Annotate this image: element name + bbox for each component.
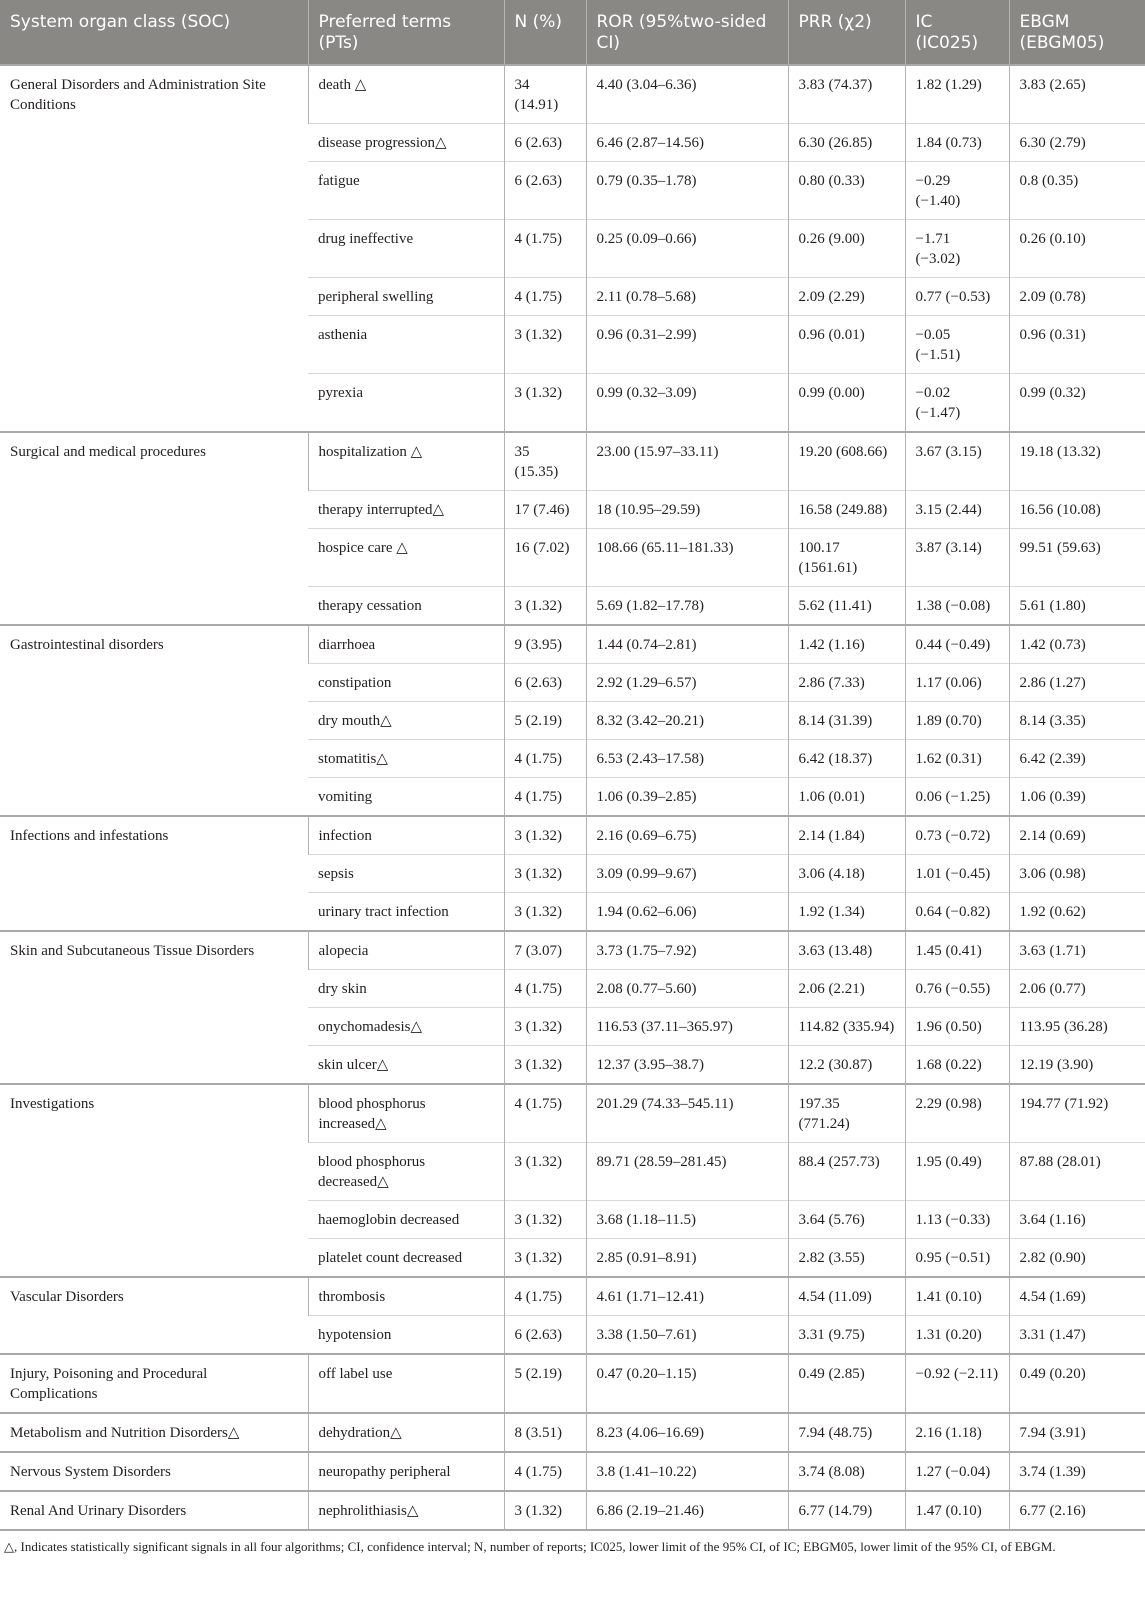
ebgm-cell: 6.77 (2.16)	[1009, 1491, 1145, 1530]
ror-cell: 4.40 (3.04–6.36)	[586, 65, 788, 124]
ror-cell: 1.44 (0.74–2.81)	[586, 625, 788, 664]
prr-cell: 0.49 (2.85)	[788, 1354, 905, 1413]
preferred-term-cell: dry skin	[308, 970, 504, 1008]
ebgm-cell: 2.86 (1.27)	[1009, 664, 1145, 702]
prr-cell: 1.06 (0.01)	[788, 778, 905, 817]
prr-cell: 0.26 (9.00)	[788, 220, 905, 278]
soc-cell: Renal And Urinary Disorders	[0, 1491, 308, 1530]
ebgm-cell: 1.42 (0.73)	[1009, 625, 1145, 664]
prr-cell: 2.09 (2.29)	[788, 278, 905, 316]
ic-cell: 1.13 (−0.33)	[905, 1201, 1009, 1239]
n-percent-cell: 6 (2.63)	[504, 1316, 586, 1355]
preferred-term-cell: fatigue	[308, 162, 504, 220]
ebgm-cell: 0.96 (0.31)	[1009, 316, 1145, 374]
preferred-term-cell: nephrolithiasis△	[308, 1491, 504, 1530]
header-ror: ROR (95%two-sided CI)	[586, 0, 788, 65]
preferred-term-cell: infection	[308, 816, 504, 855]
ror-cell: 2.92 (1.29–6.57)	[586, 664, 788, 702]
prr-cell: 6.30 (26.85)	[788, 124, 905, 162]
prr-cell: 3.63 (13.48)	[788, 931, 905, 970]
n-percent-cell: 4 (1.75)	[504, 970, 586, 1008]
preferred-term-cell: thrombosis	[308, 1277, 504, 1316]
preferred-term-cell: sepsis	[308, 855, 504, 893]
ic-cell: 2.29 (0.98)	[905, 1084, 1009, 1143]
ebgm-cell: 2.14 (0.69)	[1009, 816, 1145, 855]
prr-cell: 0.80 (0.33)	[788, 162, 905, 220]
n-percent-cell: 4 (1.75)	[504, 1452, 586, 1491]
n-percent-cell: 5 (2.19)	[504, 702, 586, 740]
preferred-term-cell: blood phosphorus decreased△	[308, 1143, 504, 1201]
prr-cell: 114.82 (335.94)	[788, 1008, 905, 1046]
ic-cell: 0.95 (−0.51)	[905, 1239, 1009, 1278]
ror-cell: 18 (10.95–29.59)	[586, 491, 788, 529]
preferred-term-cell: skin ulcer△	[308, 1046, 504, 1085]
preferred-term-cell: off label use	[308, 1354, 504, 1413]
ror-cell: 2.08 (0.77–5.60)	[586, 970, 788, 1008]
preferred-term-cell: therapy cessation	[308, 587, 504, 626]
prr-cell: 12.2 (30.87)	[788, 1046, 905, 1085]
soc-cell: Vascular Disorders	[0, 1277, 308, 1354]
ror-cell: 89.71 (28.59–281.45)	[586, 1143, 788, 1201]
ebgm-cell: 3.83 (2.65)	[1009, 65, 1145, 124]
ror-cell: 2.11 (0.78–5.68)	[586, 278, 788, 316]
ic-cell: −0.02 (−1.47)	[905, 374, 1009, 433]
prr-cell: 0.99 (0.00)	[788, 374, 905, 433]
ror-cell: 3.73 (1.75–7.92)	[586, 931, 788, 970]
soc-cell: Nervous System Disorders	[0, 1452, 308, 1491]
n-percent-cell: 6 (2.63)	[504, 664, 586, 702]
ror-cell: 3.38 (1.50–7.61)	[586, 1316, 788, 1355]
header-soc: System organ class (SOC)	[0, 0, 308, 65]
n-percent-cell: 4 (1.75)	[504, 1277, 586, 1316]
n-percent-cell: 4 (1.75)	[504, 220, 586, 278]
ror-cell: 8.23 (4.06–16.69)	[586, 1413, 788, 1452]
ror-cell: 0.47 (0.20–1.15)	[586, 1354, 788, 1413]
table-row	[0, 625, 1145, 664]
prr-cell: 19.20 (608.66)	[788, 432, 905, 491]
prr-cell: 4.54 (11.09)	[788, 1277, 905, 1316]
preferred-term-cell: diarrhoea	[308, 625, 504, 664]
ebgm-cell: 2.09 (0.78)	[1009, 278, 1145, 316]
n-percent-cell: 3 (1.32)	[504, 1008, 586, 1046]
ic-cell: −0.05 (−1.51)	[905, 316, 1009, 374]
ebgm-cell: 3.31 (1.47)	[1009, 1316, 1145, 1355]
ror-cell: 8.32 (3.42–20.21)	[586, 702, 788, 740]
ic-cell: 1.41 (0.10)	[905, 1277, 1009, 1316]
prr-cell: 0.96 (0.01)	[788, 316, 905, 374]
n-percent-cell: 8 (3.51)	[504, 1413, 586, 1452]
prr-cell: 2.06 (2.21)	[788, 970, 905, 1008]
ebgm-cell: 6.42 (2.39)	[1009, 740, 1145, 778]
prr-cell: 3.64 (5.76)	[788, 1201, 905, 1239]
ebgm-cell: 3.63 (1.71)	[1009, 931, 1145, 970]
ic-cell: 2.16 (1.18)	[905, 1413, 1009, 1452]
soc-cell: Gastrointestinal disorders	[0, 625, 308, 816]
ic-cell: 1.89 (0.70)	[905, 702, 1009, 740]
ror-cell: 2.85 (0.91–8.91)	[586, 1239, 788, 1278]
ic-cell: 0.64 (−0.82)	[905, 893, 1009, 932]
n-percent-cell: 34 (14.91)	[504, 65, 586, 124]
ebgm-cell: 113.95 (36.28)	[1009, 1008, 1145, 1046]
preferred-term-cell: onychomadesis△	[308, 1008, 504, 1046]
preferred-term-cell: stomatitis△	[308, 740, 504, 778]
preferred-term-cell: hypotension	[308, 1316, 504, 1355]
ror-cell: 5.69 (1.82–17.78)	[586, 587, 788, 626]
prr-cell: 197.35 (771.24)	[788, 1084, 905, 1143]
prr-cell: 100.17 (1561.61)	[788, 529, 905, 587]
ror-cell: 3.68 (1.18–11.5)	[586, 1201, 788, 1239]
ic-cell: 1.95 (0.49)	[905, 1143, 1009, 1201]
soc-cell: Investigations	[0, 1084, 308, 1277]
ror-cell: 0.25 (0.09–0.66)	[586, 220, 788, 278]
n-percent-cell: 3 (1.32)	[504, 1491, 586, 1530]
prr-cell: 3.31 (9.75)	[788, 1316, 905, 1355]
ic-cell: 0.76 (−0.55)	[905, 970, 1009, 1008]
ic-cell: 1.27 (−0.04)	[905, 1452, 1009, 1491]
ic-cell: 1.47 (0.10)	[905, 1491, 1009, 1530]
prr-cell: 1.92 (1.34)	[788, 893, 905, 932]
ic-cell: 3.87 (3.14)	[905, 529, 1009, 587]
table-row	[0, 1354, 1145, 1413]
ebgm-cell: 2.82 (0.90)	[1009, 1239, 1145, 1278]
header-n-percent: N (%)	[504, 0, 586, 65]
ic-cell: −1.71 (−3.02)	[905, 220, 1009, 278]
prr-cell: 88.4 (257.73)	[788, 1143, 905, 1201]
ror-cell: 6.46 (2.87–14.56)	[586, 124, 788, 162]
ebgm-cell: 3.64 (1.16)	[1009, 1201, 1145, 1239]
preferred-term-cell: alopecia	[308, 931, 504, 970]
ebgm-cell: 1.92 (0.62)	[1009, 893, 1145, 932]
preferred-term-cell: pyrexia	[308, 374, 504, 433]
table-body	[0, 65, 1145, 1530]
prr-cell: 5.62 (11.41)	[788, 587, 905, 626]
ror-cell: 23.00 (15.97–33.11)	[586, 432, 788, 491]
prr-cell: 3.74 (8.08)	[788, 1452, 905, 1491]
ic-cell: 0.73 (−0.72)	[905, 816, 1009, 855]
soc-cell: Infections and infestations	[0, 816, 308, 931]
preferred-term-cell: peripheral swelling	[308, 278, 504, 316]
ebgm-cell: 194.77 (71.92)	[1009, 1084, 1145, 1143]
ror-cell: 4.61 (1.71–12.41)	[586, 1277, 788, 1316]
ror-cell: 0.79 (0.35–1.78)	[586, 162, 788, 220]
prr-cell: 3.83 (74.37)	[788, 65, 905, 124]
n-percent-cell: 3 (1.32)	[504, 1201, 586, 1239]
n-percent-cell: 16 (7.02)	[504, 529, 586, 587]
ror-cell: 1.94 (0.62–6.06)	[586, 893, 788, 932]
table-header	[0, 0, 1145, 65]
ic-cell: 1.45 (0.41)	[905, 931, 1009, 970]
table-row	[0, 1277, 1145, 1316]
ic-cell: 1.38 (−0.08)	[905, 587, 1009, 626]
ic-cell: 0.06 (−1.25)	[905, 778, 1009, 817]
prr-cell: 7.94 (48.75)	[788, 1413, 905, 1452]
table-footnote: △, Indicates statistically significant signals in all four algorithms; CI, confidence interval; N, number of reports; IC025, lower limit of the 95% CI, of IC; EBGM05, lower limit of the 95% CI, of EBGM.	[4, 1539, 1056, 1554]
prr-cell: 3.06 (4.18)	[788, 855, 905, 893]
n-percent-cell: 17 (7.46)	[504, 491, 586, 529]
ror-cell: 2.16 (0.69–6.75)	[586, 816, 788, 855]
ebgm-cell: 3.74 (1.39)	[1009, 1452, 1145, 1491]
preferred-term-cell: drug ineffective	[308, 220, 504, 278]
preferred-term-cell: therapy interrupted△	[308, 491, 504, 529]
preferred-term-cell: hospitalization △	[308, 432, 504, 491]
header-ic: IC (IC025)	[905, 0, 1009, 65]
header-ebgm: EBGM (EBGM05)	[1009, 0, 1145, 65]
preferred-term-cell: dry mouth△	[308, 702, 504, 740]
prr-cell: 8.14 (31.39)	[788, 702, 905, 740]
ebgm-cell: 6.30 (2.79)	[1009, 124, 1145, 162]
table-row	[0, 65, 1145, 124]
ic-cell: 1.01 (−0.45)	[905, 855, 1009, 893]
table-row	[0, 1084, 1145, 1143]
preferred-term-cell: platelet count decreased	[308, 1239, 504, 1278]
ebgm-cell: 5.61 (1.80)	[1009, 587, 1145, 626]
n-percent-cell: 4 (1.75)	[504, 740, 586, 778]
ebgm-cell: 0.49 (0.20)	[1009, 1354, 1145, 1413]
ebgm-cell: 0.8 (0.35)	[1009, 162, 1145, 220]
preferred-term-cell: dehydration△	[308, 1413, 504, 1452]
n-percent-cell: 3 (1.32)	[504, 893, 586, 932]
n-percent-cell: 4 (1.75)	[504, 778, 586, 817]
preferred-term-cell: neuropathy peripheral	[308, 1452, 504, 1491]
ic-cell: 1.84 (0.73)	[905, 124, 1009, 162]
preferred-term-cell: blood phosphorus increased△	[308, 1084, 504, 1143]
n-percent-cell: 3 (1.32)	[504, 1239, 586, 1278]
soc-cell: Injury, Poisoning and Procedural Complications	[0, 1354, 308, 1413]
soc-cell: Metabolism and Nutrition Disorders△	[0, 1413, 308, 1452]
ebgm-cell: 2.06 (0.77)	[1009, 970, 1145, 1008]
prr-cell: 2.82 (3.55)	[788, 1239, 905, 1278]
soc-cell: Surgical and medical procedures	[0, 432, 308, 625]
ebgm-cell: 1.06 (0.39)	[1009, 778, 1145, 817]
n-percent-cell: 6 (2.63)	[504, 124, 586, 162]
n-percent-cell: 3 (1.32)	[504, 1143, 586, 1201]
n-percent-cell: 9 (3.95)	[504, 625, 586, 664]
ror-cell: 6.86 (2.19–21.46)	[586, 1491, 788, 1530]
ic-cell: 0.44 (−0.49)	[905, 625, 1009, 664]
ebgm-cell: 99.51 (59.63)	[1009, 529, 1145, 587]
n-percent-cell: 7 (3.07)	[504, 931, 586, 970]
n-percent-cell: 4 (1.75)	[504, 1084, 586, 1143]
prr-cell: 2.14 (1.84)	[788, 816, 905, 855]
n-percent-cell: 3 (1.32)	[504, 1046, 586, 1085]
ic-cell: 1.82 (1.29)	[905, 65, 1009, 124]
ebgm-cell: 12.19 (3.90)	[1009, 1046, 1145, 1085]
ic-cell: −0.92 (−2.11)	[905, 1354, 1009, 1413]
ror-cell: 1.06 (0.39–2.85)	[586, 778, 788, 817]
table-row	[0, 816, 1145, 855]
soc-cell: General Disorders and Administration Site Conditions	[0, 65, 308, 432]
ebgm-cell: 0.99 (0.32)	[1009, 374, 1145, 433]
ic-cell: 1.68 (0.22)	[905, 1046, 1009, 1085]
ic-cell: −0.29 (−1.40)	[905, 162, 1009, 220]
ror-cell: 6.53 (2.43–17.58)	[586, 740, 788, 778]
n-percent-cell: 3 (1.32)	[504, 316, 586, 374]
ror-cell: 116.53 (37.11–365.97)	[586, 1008, 788, 1046]
n-percent-cell: 3 (1.32)	[504, 374, 586, 433]
ic-cell: 3.15 (2.44)	[905, 491, 1009, 529]
preferred-term-cell: urinary tract infection	[308, 893, 504, 932]
preferred-term-cell: disease progression△	[308, 124, 504, 162]
header-prr: PRR (χ2)	[788, 0, 905, 65]
ebgm-cell: 19.18 (13.32)	[1009, 432, 1145, 491]
prr-cell: 16.58 (249.88)	[788, 491, 905, 529]
ebgm-cell: 87.88 (28.01)	[1009, 1143, 1145, 1201]
ic-cell: 1.62 (0.31)	[905, 740, 1009, 778]
prr-cell: 6.42 (18.37)	[788, 740, 905, 778]
ebgm-cell: 4.54 (1.69)	[1009, 1277, 1145, 1316]
preferred-term-cell: haemoglobin decreased	[308, 1201, 504, 1239]
ror-cell: 12.37 (3.95–38.7)	[586, 1046, 788, 1085]
n-percent-cell: 4 (1.75)	[504, 278, 586, 316]
table-row	[0, 1413, 1145, 1452]
n-percent-cell: 3 (1.32)	[504, 855, 586, 893]
header-preferred-terms: Preferred terms (PTs)	[308, 0, 504, 65]
ror-cell: 0.99 (0.32–3.09)	[586, 374, 788, 433]
n-percent-cell: 6 (2.63)	[504, 162, 586, 220]
ebgm-cell: 0.26 (0.10)	[1009, 220, 1145, 278]
ic-cell: 1.31 (0.20)	[905, 1316, 1009, 1355]
prr-cell: 6.77 (14.79)	[788, 1491, 905, 1530]
preferred-term-cell: hospice care △	[308, 529, 504, 587]
n-percent-cell: 5 (2.19)	[504, 1354, 586, 1413]
preferred-term-cell: asthenia	[308, 316, 504, 374]
table-row	[0, 432, 1145, 491]
prr-cell: 1.42 (1.16)	[788, 625, 905, 664]
ebgm-cell: 8.14 (3.35)	[1009, 702, 1145, 740]
table-row	[0, 1452, 1145, 1491]
header-row	[0, 0, 1145, 65]
n-percent-cell: 35 (15.35)	[504, 432, 586, 491]
soc-cell: Skin and Subcutaneous Tissue Disorders	[0, 931, 308, 1084]
ebgm-cell: 16.56 (10.08)	[1009, 491, 1145, 529]
ror-cell: 3.8 (1.41–10.22)	[586, 1452, 788, 1491]
ic-cell: 1.96 (0.50)	[905, 1008, 1009, 1046]
ic-cell: 3.67 (3.15)	[905, 432, 1009, 491]
prr-cell: 2.86 (7.33)	[788, 664, 905, 702]
ic-cell: 1.17 (0.06)	[905, 664, 1009, 702]
preferred-term-cell: vomiting	[308, 778, 504, 817]
preferred-term-cell: death △	[308, 65, 504, 124]
ebgm-cell: 7.94 (3.91)	[1009, 1413, 1145, 1452]
n-percent-cell: 3 (1.32)	[504, 587, 586, 626]
n-percent-cell: 3 (1.32)	[504, 816, 586, 855]
ror-cell: 108.66 (65.11–181.33)	[586, 529, 788, 587]
preferred-term-cell: constipation	[308, 664, 504, 702]
table-row	[0, 1491, 1145, 1530]
ror-cell: 3.09 (0.99–9.67)	[586, 855, 788, 893]
ror-cell: 201.29 (74.33–545.11)	[586, 1084, 788, 1143]
ror-cell: 0.96 (0.31–2.99)	[586, 316, 788, 374]
table-row	[0, 931, 1145, 970]
ebgm-cell: 3.06 (0.98)	[1009, 855, 1145, 893]
ic-cell: 0.77 (−0.53)	[905, 278, 1009, 316]
